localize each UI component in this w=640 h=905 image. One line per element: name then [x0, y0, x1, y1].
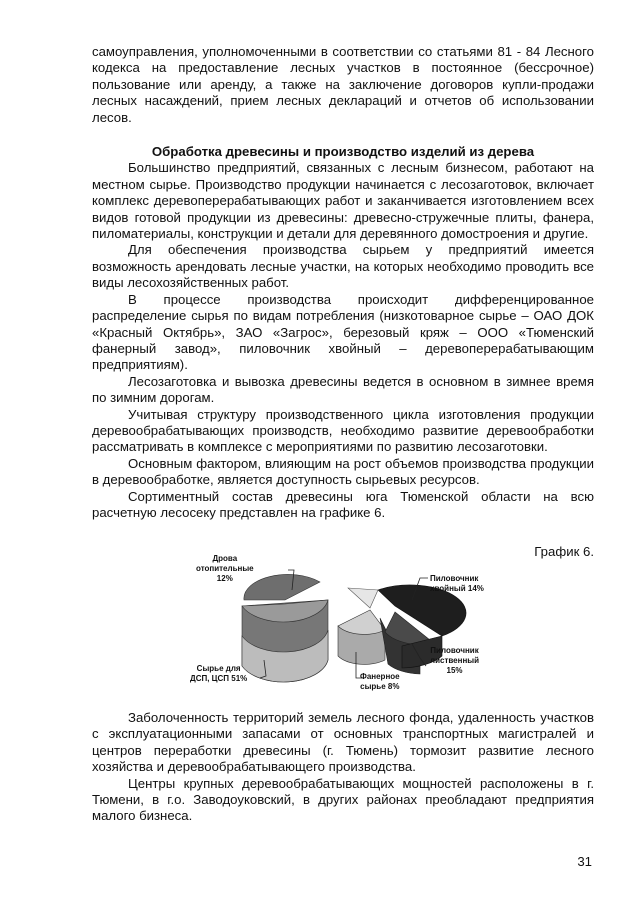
paragraph: Большинство предприятий, связанных с лесным бизнесом, работают на местном сырье. Производство продукции начинается с лесозаготовок, включает комплекс деревоперерабатывающих работ и заканчивается изготовлением всех видов готовой продукции из древесины: древесно-стружечные плиты, фанера, пиломатериалы, конструкции и детали для деревянного домостроения и другие.	[92, 160, 594, 242]
paragraph: Для обеспечения производства сырьем у предприятий имеется возможность арендовать лесные участки, на которых необходимо проводить все виды лесохозяйственных работ.	[92, 242, 594, 291]
label-drova: Дрова отопительные 12%	[196, 554, 254, 583]
label-hvoi: Пиловочник хвойный 14%	[430, 574, 484, 593]
pie-slice-faner-pattern	[348, 588, 378, 608]
paragraph: самоуправления, уполномоченными в соответствии со статьями 81 - 84 Лесного кодекса на предоставление лесных участков в постоянное (бессрочное) пользование или аренду, а также на заключение договоров купли-продажи лесных насаждений, прием лесных деклараций и отчетов об использовании лесов.	[92, 44, 594, 125]
paragraph: Сортиментный состав древесины юга Тюменской области на всю расчетную лесосеку представлен на графике 6.	[92, 488, 594, 520]
pie-slice-drova	[244, 574, 320, 600]
pie-chart	[180, 548, 520, 698]
graph-caption: График 6.	[534, 544, 594, 559]
paragraph: Центры крупных деревообрабатывающих мощностей расположены в г. Тюмени, в г.о. Заводоуковский, в других районах преобладают предприятия малого бизнеса.	[92, 775, 594, 824]
pie-slice-faner	[338, 610, 385, 634]
section-heading: Обработка древесины и производство изделий из дерева	[151, 144, 535, 160]
top-text-block	[92, 44, 594, 521]
label-faner: Фанерное сырье 8%	[360, 672, 400, 691]
paragraph: Заболоченность территорий земель лесного фонда, удаленность участков с эксплуатационными запасами от основных транспортных магистралей и центров переработки древесины (г. Тюмень) тормозит развитие лесного хозяйства и деревообрабатывающего производства.	[92, 710, 594, 775]
paragraph: Лесозаготовка и вывозка древесины ведется в основном в зимнее время по зимним дорогам.	[92, 373, 594, 406]
paragraph: Учитывая структуру производственного цикла изготовления продукции деревообрабатывающих производств, необходимо развитие деревообработки рассматривать в комплексе с мероприятиями по развитию лесозаготовки.	[92, 406, 594, 455]
paragraph: В процессе производства происходит дифференцированное распределение сырья по видам потребления (низкотоварное сырье – ОАО ДОК «Красный Октябрь», ЗАО «Загрос», березовый кряж – ООО «Тюменский фанерный завод», пиловочник хвойный – деревоперерабатывающим предприятиям).	[92, 291, 594, 373]
label-dsp: Сырье для ДСП, ЦСП 51%	[190, 664, 248, 683]
bottom-text-block	[92, 710, 594, 825]
paragraph: Основным фактором, влияющим на рост объемов производства продукции в деревообработке, является доступность сырьевых ресурсов.	[92, 455, 594, 488]
page-number: 31	[577, 854, 592, 869]
label-listv: Пиловочник лиственный 15%	[430, 646, 480, 675]
